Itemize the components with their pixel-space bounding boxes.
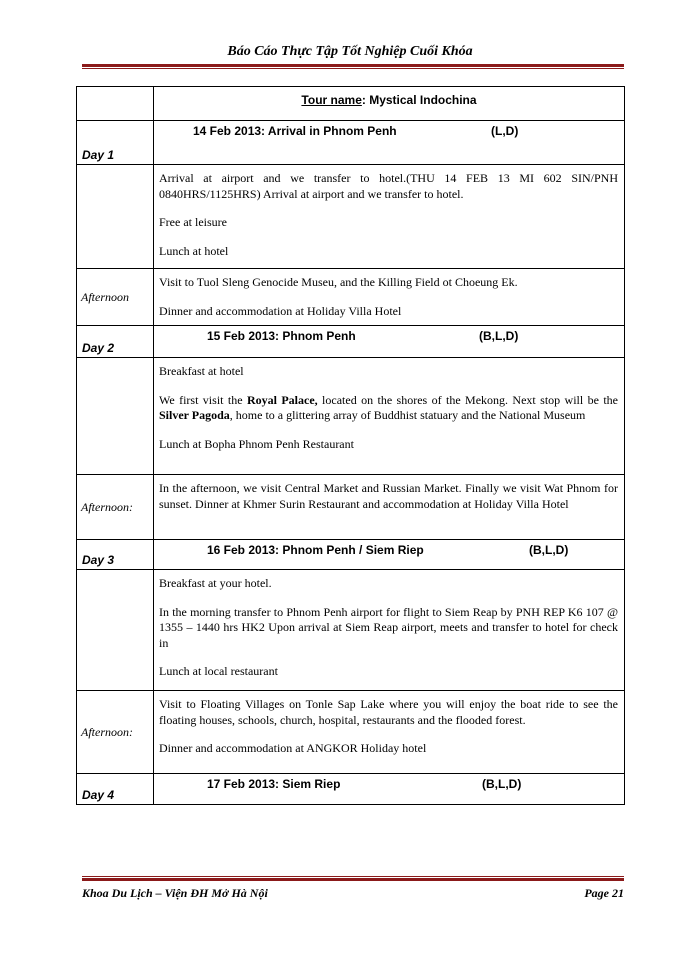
day1-morning-row [77, 165, 625, 269]
text-run: We first visit the [159, 392, 247, 407]
tour-title-value: Mystical Indochina [365, 93, 477, 107]
day2-morning-label-cell [77, 358, 154, 475]
day2-morning-content [154, 358, 625, 475]
day4-name: Day 4 [77, 774, 154, 805]
title-blank-cell [77, 87, 154, 121]
day3-name: Day 3 [77, 540, 154, 570]
header-rule-thick [82, 64, 624, 67]
day2-afternoon-content [154, 475, 625, 540]
day-header-row [77, 774, 625, 805]
silver-pagoda-text: Silver Pagoda [159, 408, 230, 422]
day3-date-title: 16 Feb 2013: Phnom Penh / Siem Riep [207, 543, 424, 557]
day-header-row [77, 540, 625, 570]
day3-afternoon-content [154, 691, 625, 774]
day2-meals: (B,L,D) [479, 329, 519, 343]
page-number: Page 21 [584, 886, 624, 900]
royal-palace-text: Royal Palace, [246, 392, 318, 407]
paragraph [159, 393, 618, 424]
footer-rule-thick [82, 878, 624, 881]
paragraph: Lunch at Bopha Phnom Penh Restaurant [159, 436, 354, 451]
header-rule-thin [82, 68, 624, 69]
day1-morning-content [154, 165, 625, 269]
itinerary-table [76, 86, 625, 805]
paragraph: Breakfast at your hotel. [159, 576, 272, 590]
day4-heading [154, 774, 625, 805]
day1-name: Day 1 [77, 121, 154, 165]
paragraph: Lunch at hotel [159, 243, 229, 258]
day4-date-title: 17 Feb 2013: Siem Riep [207, 777, 341, 791]
tour-title-sep: : [361, 93, 366, 107]
footer-rule-thin [82, 876, 624, 877]
day1-afternoon-content [154, 269, 625, 326]
paragraph: Visit to Tuol Sleng Genocide Museu, and the Killing Field ot Choeung Ek. [159, 275, 518, 289]
page-header: Báo Cáo Thực Tập Tốt Nghiệp Cuối Khóa [227, 44, 473, 59]
paragraph: Dinner and accommodation at ANGKOR Holiday hotel [159, 741, 427, 755]
footer-institution: Khoa Du Lịch – Viện ĐH Mở Hà Nội [82, 886, 268, 900]
tour-title-label: Tour name [301, 93, 362, 107]
day1-morning-label-cell [77, 165, 154, 269]
day3-morning-row [77, 570, 625, 691]
day-header-row [77, 326, 625, 358]
day2-afternoon-label: Afternoon: [77, 475, 154, 540]
day2-date-title: 15 Feb 2013: Phnom Penh [207, 329, 356, 343]
day2-afternoon-row [77, 475, 625, 540]
tour-title [154, 87, 625, 121]
day3-morning-content [154, 570, 625, 691]
day3-heading [154, 540, 625, 570]
paragraph: Arrival at airport and we transfer to hotel.(THU 14 FEB 13 MI 602 SIN/PNH 0840HRS/1125HRS) Arrival at airport and we transfer to hotel. [159, 171, 618, 201]
paragraph: Lunch at local restaurant [159, 664, 278, 678]
title-row [77, 87, 625, 121]
day1-heading [154, 121, 625, 165]
paragraph: Free at leisure [159, 215, 227, 229]
paragraph: In the morning transfer to Phnom Penh airport for flight to Siem Reap by PNH REP K6 107 @ 1355 – 1440 hrs HK2 Upon arrival at Siem Reap airport, meets and transfer to hotel for check in [159, 604, 618, 650]
day1-afternoon-row [77, 269, 625, 326]
paragraph: Breakfast at hotel [159, 364, 244, 378]
text-run: , home to a glittering array of Buddhist statuary and the National Museum [229, 408, 586, 422]
day3-morning-label-cell [77, 570, 154, 691]
day3-meals: (B,L,D) [529, 543, 569, 557]
day4-meals: (B,L,D) [482, 777, 522, 791]
paragraph: In the afternoon, we visit Central Market and Russian Market. Finally we visit Wat Phnom for sunset. Dinner at Khmer Surin Restaurant and accommodation at Holiday Villa Hotel [159, 481, 618, 511]
paragraph: Dinner and accommodation at Holiday Villa Hotel [159, 303, 402, 318]
day-header-row [77, 121, 625, 165]
day1-meals: (L,D) [491, 124, 519, 138]
day1-afternoon-label: Afternoon [77, 269, 154, 326]
day2-morning-row [77, 358, 625, 475]
day2-heading [154, 326, 625, 358]
paragraph: Visit to Floating Villages on Tonle Sap Lake where you will enjoy the boat ride to see the floating houses, schools, church, hospital, restaurants and the flooded forest. [159, 697, 618, 727]
text-run: located on the shores of the Mekong. Next stop will be the [317, 392, 618, 407]
day3-afternoon-row [77, 691, 625, 774]
day1-date-title: 14 Feb 2013: Arrival in Phnom Penh [193, 124, 397, 138]
day3-afternoon-label: Afternoon: [77, 691, 154, 774]
day2-name: Day 2 [77, 326, 154, 358]
